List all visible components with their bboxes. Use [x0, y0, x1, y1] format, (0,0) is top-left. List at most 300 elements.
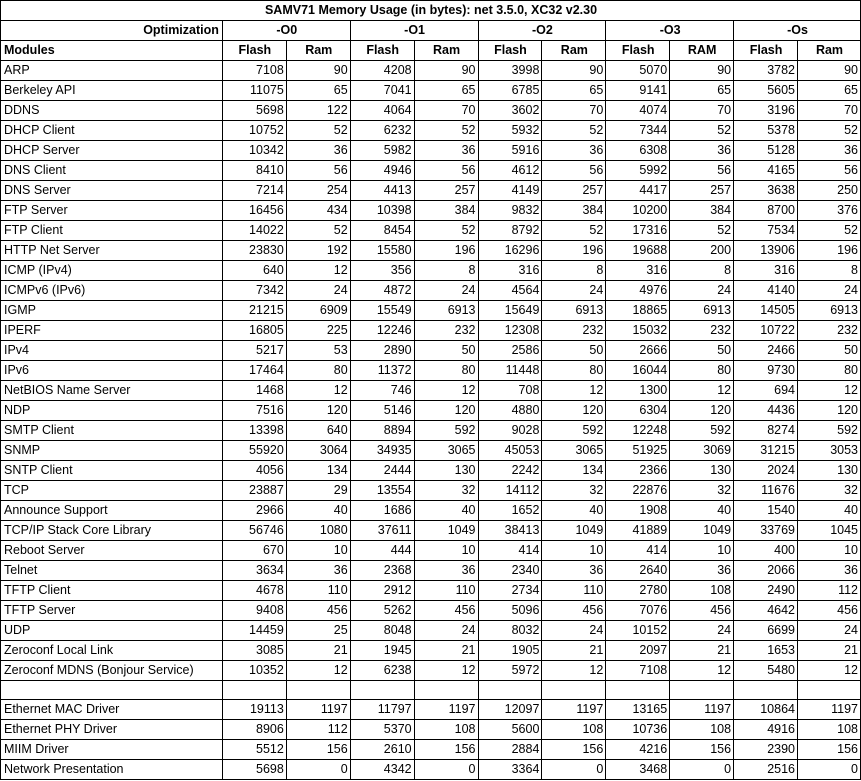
ram-value-cell: 130: [670, 461, 734, 481]
flash-value-cell: 16296: [478, 241, 542, 261]
flash-value-cell: 23830: [222, 241, 286, 261]
flash-value-cell: 5480: [734, 661, 798, 681]
table-row: [1, 321, 861, 341]
table-row: [1, 341, 861, 361]
table-row: [1, 561, 861, 581]
flash-value-cell: 3085: [222, 641, 286, 661]
table-row: [1, 101, 861, 121]
flash-value-cell: 33769: [734, 521, 798, 541]
flash-value-cell: 8700: [734, 201, 798, 221]
ram-value-cell: 50: [414, 341, 478, 361]
flash-value-cell: 4872: [350, 281, 414, 301]
ram-value-cell: 50: [798, 341, 861, 361]
flash-value-cell: 8792: [478, 221, 542, 241]
flash-value-cell: 15032: [606, 321, 670, 341]
module-name-cell: MIIM Driver: [1, 740, 223, 760]
level-header-o1: -O1: [350, 21, 478, 41]
ram-value-cell: 70: [670, 101, 734, 121]
ram-value-cell: 65: [286, 81, 350, 101]
flash-value-cell: 1908: [606, 501, 670, 521]
ram-value-cell: 10: [670, 541, 734, 561]
ram-value-cell: 1049: [542, 521, 606, 541]
ram-value-cell: 3064: [286, 441, 350, 461]
ram-value-cell: 80: [414, 361, 478, 381]
flash-value-cell: 10398: [350, 201, 414, 221]
ram-value-cell: 80: [798, 361, 861, 381]
flash-value-cell: 7342: [222, 281, 286, 301]
ram-value-cell: 120: [286, 401, 350, 421]
table-row: [1, 700, 861, 720]
flash-value-cell: 17464: [222, 361, 286, 381]
ram-value-cell: 3069: [670, 441, 734, 461]
ram-value-cell: 10: [286, 541, 350, 561]
flash-value-cell: 37611: [350, 521, 414, 541]
ram-value-cell: 50: [542, 341, 606, 361]
ram-value-cell: 12: [798, 381, 861, 401]
flash-value-cell: 2366: [606, 461, 670, 481]
ram-value-cell: 0: [798, 760, 861, 780]
module-name-cell: Telnet: [1, 561, 223, 581]
module-name-cell: Announce Support: [1, 501, 223, 521]
flash-value-cell: 21215: [222, 301, 286, 321]
flash-value-cell: 4976: [606, 281, 670, 301]
ram-value-cell: 24: [670, 281, 734, 301]
table-row: [1, 740, 861, 760]
ram-value-cell: 130: [414, 461, 478, 481]
flash-value-cell: 1653: [734, 641, 798, 661]
flash-value-cell: 14505: [734, 301, 798, 321]
column-header: Ram: [286, 41, 350, 61]
flash-value-cell: 2640: [606, 561, 670, 581]
ram-value-cell: 24: [798, 281, 861, 301]
flash-value-cell: 670: [222, 541, 286, 561]
flash-value-cell: 5146: [350, 401, 414, 421]
flash-value-cell: 8032: [478, 621, 542, 641]
ram-value-cell: 21: [542, 641, 606, 661]
ram-value-cell: 36: [286, 141, 350, 161]
ram-value-cell: 456: [414, 601, 478, 621]
ram-value-cell: 112: [286, 720, 350, 740]
flash-value-cell: 4165: [734, 161, 798, 181]
table-row: [1, 381, 861, 401]
ram-value-cell: 8: [414, 261, 478, 281]
flash-value-cell: 6238: [350, 661, 414, 681]
ram-value-cell: 196: [414, 241, 478, 261]
ram-value-cell: 32: [414, 481, 478, 501]
flash-value-cell: 45053: [478, 441, 542, 461]
ram-value-cell: 50: [670, 341, 734, 361]
ram-value-cell: 110: [542, 581, 606, 601]
table-row: [1, 760, 861, 780]
ram-value-cell: 36: [798, 141, 861, 161]
flash-value-cell: 5096: [478, 601, 542, 621]
ram-value-cell: 257: [542, 181, 606, 201]
table-row: [1, 621, 861, 641]
flash-value-cell: 414: [478, 541, 542, 561]
module-name-cell: SNTP Client: [1, 461, 223, 481]
flash-value-cell: 5605: [734, 81, 798, 101]
ram-value-cell: 112: [798, 581, 861, 601]
column-header: Flash: [350, 41, 414, 61]
flash-value-cell: 3638: [734, 181, 798, 201]
flash-value-cell: 3782: [734, 61, 798, 81]
flash-value-cell: 14022: [222, 221, 286, 241]
ram-value-cell: 36: [414, 141, 478, 161]
ram-value-cell: 232: [798, 321, 861, 341]
ram-value-cell: 156: [798, 740, 861, 760]
ram-value-cell: 108: [670, 720, 734, 740]
ram-value-cell: 70: [414, 101, 478, 121]
module-name-cell: SMTP Client: [1, 421, 223, 441]
ram-value-cell: 1197: [670, 700, 734, 720]
flash-value-cell: 444: [350, 541, 414, 561]
table-row: [1, 720, 861, 740]
ram-value-cell: 52: [670, 121, 734, 141]
flash-value-cell: 8894: [350, 421, 414, 441]
ram-value-cell: 456: [542, 601, 606, 621]
flash-value-cell: 4642: [734, 601, 798, 621]
ram-value-cell: 70: [798, 101, 861, 121]
flash-value-cell: 2966: [222, 501, 286, 521]
ram-value-cell: 456: [798, 601, 861, 621]
ram-value-cell: 56: [670, 161, 734, 181]
flash-value-cell: 7076: [606, 601, 670, 621]
module-name-cell: TFTP Server: [1, 601, 223, 621]
ram-value-cell: 52: [798, 221, 861, 241]
flash-value-cell: 22876: [606, 481, 670, 501]
table-row: [1, 221, 861, 241]
ram-value-cell: 456: [286, 601, 350, 621]
table-row: [1, 241, 861, 261]
ram-value-cell: 36: [286, 561, 350, 581]
flash-value-cell: 1686: [350, 501, 414, 521]
flash-value-cell: 5378: [734, 121, 798, 141]
ram-value-cell: 32: [542, 481, 606, 501]
ram-value-cell: 12: [286, 661, 350, 681]
flash-value-cell: 15549: [350, 301, 414, 321]
ram-value-cell: 52: [414, 121, 478, 141]
flash-value-cell: 10722: [734, 321, 798, 341]
flash-value-cell: 4564: [478, 281, 542, 301]
flash-value-cell: 10200: [606, 201, 670, 221]
flash-value-cell: 11676: [734, 481, 798, 501]
ram-value-cell: 1049: [670, 521, 734, 541]
flash-value-cell: 400: [734, 541, 798, 561]
ram-value-cell: 65: [670, 81, 734, 101]
ram-value-cell: 12: [798, 661, 861, 681]
ram-value-cell: 6913: [542, 301, 606, 321]
ram-value-cell: 1080: [286, 521, 350, 541]
flash-value-cell: 41889: [606, 521, 670, 541]
flash-value-cell: 16044: [606, 361, 670, 381]
module-name-cell: SNMP: [1, 441, 223, 461]
flash-value-cell: 6232: [350, 121, 414, 141]
ram-value-cell: 80: [670, 361, 734, 381]
module-name-cell: IPERF: [1, 321, 223, 341]
flash-value-cell: 9730: [734, 361, 798, 381]
optimization-label: Optimization: [1, 21, 223, 41]
ram-value-cell: 56: [798, 161, 861, 181]
module-name-cell: TCP/IP Stack Core Library: [1, 521, 223, 541]
flash-value-cell: 4916: [734, 720, 798, 740]
flash-value-cell: 4342: [350, 760, 414, 780]
ram-value-cell: 40: [414, 501, 478, 521]
ram-value-cell: 24: [542, 281, 606, 301]
ram-value-cell: 232: [670, 321, 734, 341]
flash-value-cell: 6785: [478, 81, 542, 101]
module-name-cell: TCP: [1, 481, 223, 501]
flash-value-cell: 4140: [734, 281, 798, 301]
flash-value-cell: 2890: [350, 341, 414, 361]
flash-value-cell: 16456: [222, 201, 286, 221]
flash-value-cell: 7344: [606, 121, 670, 141]
ram-value-cell: 12: [670, 381, 734, 401]
ram-value-cell: 120: [798, 401, 861, 421]
ram-value-cell: 134: [286, 461, 350, 481]
ram-value-cell: 10: [798, 541, 861, 561]
ram-value-cell: 8: [542, 261, 606, 281]
flash-value-cell: 5972: [478, 661, 542, 681]
module-name-cell: DNS Server: [1, 181, 223, 201]
ram-value-cell: 120: [542, 401, 606, 421]
flash-value-cell: 1540: [734, 501, 798, 521]
flash-value-cell: 316: [478, 261, 542, 281]
ram-value-cell: 434: [286, 201, 350, 221]
flash-value-cell: 12248: [606, 421, 670, 441]
column-header: Flash: [606, 41, 670, 61]
flash-value-cell: 4946: [350, 161, 414, 181]
flash-value-cell: 11372: [350, 361, 414, 381]
module-name-cell: Reboot Server: [1, 541, 223, 561]
ram-value-cell: 12: [286, 261, 350, 281]
table-title: SAMV71 Memory Usage (in bytes): net 3.5.0, XC32 v2.30: [1, 1, 861, 21]
flash-value-cell: 10864: [734, 700, 798, 720]
flash-value-cell: 4208: [350, 61, 414, 81]
flash-value-cell: 13165: [606, 700, 670, 720]
flash-value-cell: 2516: [734, 760, 798, 780]
module-name-cell: NDP: [1, 401, 223, 421]
ram-value-cell: 12: [414, 661, 478, 681]
table-row: [1, 261, 861, 281]
flash-value-cell: 4056: [222, 461, 286, 481]
table-row: [1, 421, 861, 441]
module-name-cell: Berkeley API: [1, 81, 223, 101]
flash-value-cell: 4216: [606, 740, 670, 760]
ram-value-cell: 29: [286, 481, 350, 501]
flash-value-cell: 4064: [350, 101, 414, 121]
ram-value-cell: 12: [542, 661, 606, 681]
ram-value-cell: 120: [414, 401, 478, 421]
ram-value-cell: 232: [542, 321, 606, 341]
table-row: [1, 601, 861, 621]
table-row: [1, 681, 861, 700]
column-header: Ram: [542, 41, 606, 61]
ram-value-cell: 56: [414, 161, 478, 181]
flash-value-cell: 9408: [222, 601, 286, 621]
flash-value-cell: 10352: [222, 661, 286, 681]
flash-value-cell: 11448: [478, 361, 542, 381]
flash-value-cell: [222, 681, 286, 700]
flash-value-cell: 12097: [478, 700, 542, 720]
flash-value-cell: 13398: [222, 421, 286, 441]
ram-value-cell: 24: [670, 621, 734, 641]
ram-value-cell: 0: [670, 760, 734, 780]
flash-value-cell: 5982: [350, 141, 414, 161]
module-name-cell: UDP: [1, 621, 223, 641]
flash-value-cell: [478, 681, 542, 700]
module-name-cell: IPv4: [1, 341, 223, 361]
ram-value-cell: 21: [286, 641, 350, 661]
ram-value-cell: 53: [286, 341, 350, 361]
table-row: [1, 581, 861, 601]
ram-value-cell: 156: [670, 740, 734, 760]
table-row: [1, 141, 861, 161]
ram-value-cell: 225: [286, 321, 350, 341]
flash-value-cell: 2066: [734, 561, 798, 581]
modules-header: Modules: [1, 41, 223, 61]
ram-value-cell: 6913: [670, 301, 734, 321]
module-name-cell: ICMP (IPv4): [1, 261, 223, 281]
ram-value-cell: 12: [670, 661, 734, 681]
module-name-cell: HTTP Net Server: [1, 241, 223, 261]
flash-value-cell: 8454: [350, 221, 414, 241]
flash-value-cell: 2666: [606, 341, 670, 361]
flash-value-cell: 56746: [222, 521, 286, 541]
module-name-cell: FTP Client: [1, 221, 223, 241]
flash-value-cell: 5128: [734, 141, 798, 161]
ram-value-cell: 52: [542, 121, 606, 141]
ram-value-cell: 384: [542, 201, 606, 221]
ram-value-cell: 36: [542, 561, 606, 581]
flash-value-cell: 10752: [222, 121, 286, 141]
ram-value-cell: 36: [670, 141, 734, 161]
flash-value-cell: 7108: [606, 661, 670, 681]
table-row: [1, 541, 861, 561]
ram-value-cell: 56: [542, 161, 606, 181]
ram-value-cell: 156: [414, 740, 478, 760]
flash-value-cell: 15649: [478, 301, 542, 321]
module-name-cell: DHCP Server: [1, 141, 223, 161]
module-name-cell: [1, 681, 223, 700]
ram-value-cell: 24: [414, 281, 478, 301]
flash-value-cell: 5600: [478, 720, 542, 740]
ram-value-cell: 52: [670, 221, 734, 241]
flash-value-cell: 2368: [350, 561, 414, 581]
ram-value-cell: 1197: [286, 700, 350, 720]
flash-value-cell: 31215: [734, 441, 798, 461]
ram-value-cell: 10: [542, 541, 606, 561]
flash-value-cell: 7214: [222, 181, 286, 201]
ram-value-cell: 257: [414, 181, 478, 201]
ram-value-cell: 110: [414, 581, 478, 601]
module-name-cell: NetBIOS Name Server: [1, 381, 223, 401]
ram-value-cell: 8: [798, 261, 861, 281]
flash-value-cell: 2780: [606, 581, 670, 601]
table-row: [1, 441, 861, 461]
table-row: [1, 81, 861, 101]
flash-value-cell: 8048: [350, 621, 414, 641]
ram-value-cell: 130: [798, 461, 861, 481]
table-row: [1, 161, 861, 181]
column-header: Flash: [222, 41, 286, 61]
table-row: [1, 661, 861, 681]
flash-value-cell: 3998: [478, 61, 542, 81]
flash-value-cell: [606, 681, 670, 700]
flash-value-cell: 14112: [478, 481, 542, 501]
flash-value-cell: 4612: [478, 161, 542, 181]
flash-value-cell: 4417: [606, 181, 670, 201]
ram-value-cell: 21: [414, 641, 478, 661]
flash-value-cell: 4074: [606, 101, 670, 121]
ram-value-cell: 40: [542, 501, 606, 521]
ram-value-cell: 56: [286, 161, 350, 181]
ram-value-cell: 122: [286, 101, 350, 121]
flash-value-cell: [350, 681, 414, 700]
flash-value-cell: 3196: [734, 101, 798, 121]
flash-value-cell: 746: [350, 381, 414, 401]
flash-value-cell: 51925: [606, 441, 670, 461]
ram-value-cell: 52: [414, 221, 478, 241]
module-name-cell: Ethernet PHY Driver: [1, 720, 223, 740]
flash-value-cell: 316: [606, 261, 670, 281]
flash-value-cell: 640: [222, 261, 286, 281]
ram-value-cell: 52: [286, 121, 350, 141]
ram-value-cell: 80: [542, 361, 606, 381]
ram-value-cell: 36: [670, 561, 734, 581]
ram-value-cell: [286, 681, 350, 700]
flash-value-cell: 1945: [350, 641, 414, 661]
flash-value-cell: 5262: [350, 601, 414, 621]
flash-value-cell: 6308: [606, 141, 670, 161]
flash-value-cell: 10736: [606, 720, 670, 740]
flash-value-cell: 55920: [222, 441, 286, 461]
ram-value-cell: 90: [414, 61, 478, 81]
ram-value-cell: 120: [670, 401, 734, 421]
flash-value-cell: 1652: [478, 501, 542, 521]
flash-value-cell: 2466: [734, 341, 798, 361]
ram-value-cell: 592: [542, 421, 606, 441]
column-header: Ram: [414, 41, 478, 61]
flash-value-cell: 2734: [478, 581, 542, 601]
flash-value-cell: 7516: [222, 401, 286, 421]
ram-value-cell: 192: [286, 241, 350, 261]
ram-value-cell: 25: [286, 621, 350, 641]
flash-value-cell: 2610: [350, 740, 414, 760]
flash-value-cell: 38413: [478, 521, 542, 541]
flash-value-cell: 1468: [222, 381, 286, 401]
ram-value-cell: [414, 681, 478, 700]
flash-value-cell: 694: [734, 381, 798, 401]
ram-value-cell: 232: [414, 321, 478, 341]
ram-value-cell: 12: [286, 381, 350, 401]
ram-value-cell: 40: [798, 501, 861, 521]
table-row: [1, 181, 861, 201]
flash-value-cell: 34935: [350, 441, 414, 461]
flash-value-cell: 9141: [606, 81, 670, 101]
flash-value-cell: 1905: [478, 641, 542, 661]
module-name-cell: Zeroconf MDNS (Bonjour Service): [1, 661, 223, 681]
ram-value-cell: 6913: [798, 301, 861, 321]
flash-value-cell: 7534: [734, 221, 798, 241]
ram-value-cell: 456: [670, 601, 734, 621]
ram-value-cell: 24: [414, 621, 478, 641]
flash-value-cell: 5992: [606, 161, 670, 181]
ram-value-cell: [798, 681, 861, 700]
ram-value-cell: 250: [798, 181, 861, 201]
ram-value-cell: 156: [286, 740, 350, 760]
table-row: [1, 201, 861, 221]
flash-value-cell: 3468: [606, 760, 670, 780]
